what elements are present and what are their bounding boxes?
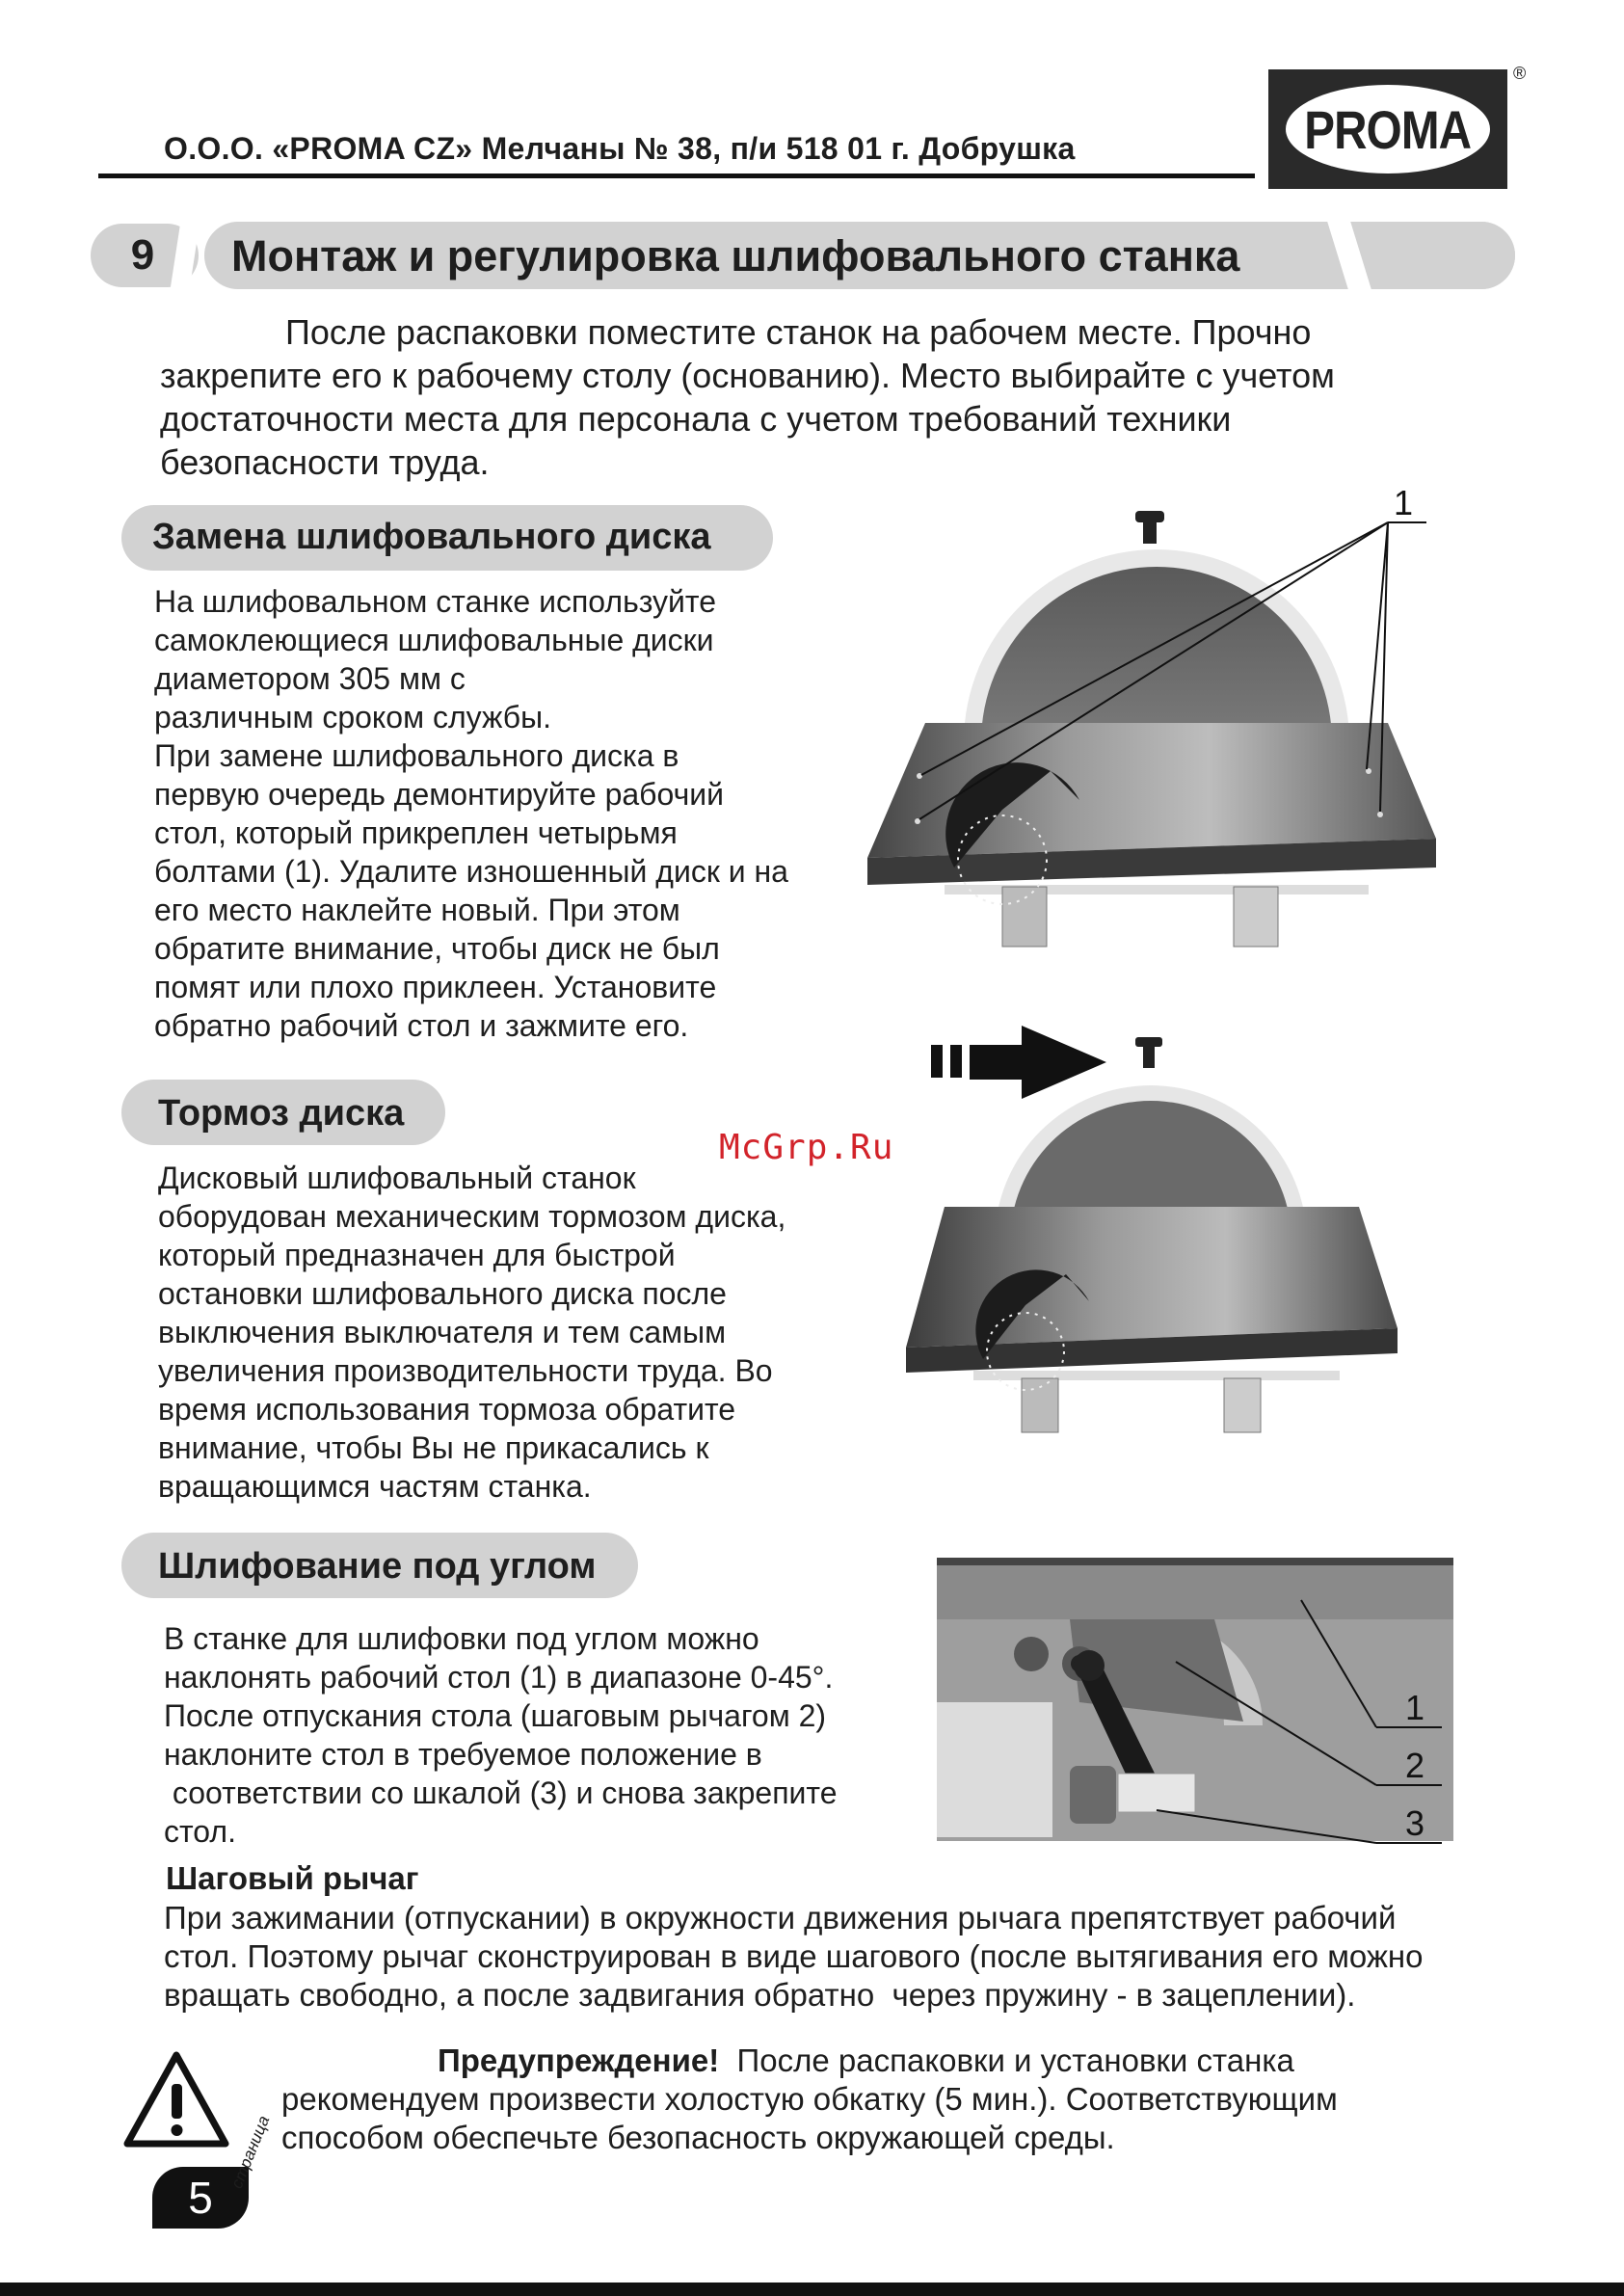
warning-text xyxy=(281,2042,1338,2157)
logo-text: PROMA xyxy=(1304,98,1472,160)
text-line: При замене шлифовального диска в xyxy=(154,738,679,773)
text-line: оборудован механическим тормозом диска, xyxy=(158,1199,786,1234)
text-line: первую очередь демонтируйте рабочий xyxy=(154,777,724,812)
text-line: наклоните стол в требуемое положение в xyxy=(164,1737,762,1772)
section-title: Монтаж и регулировка шлифовального станка xyxy=(231,231,1240,280)
watermark: McGrp.Ru xyxy=(719,1128,894,1167)
callout-table: 1 xyxy=(1405,1688,1425,1727)
disc-brake-text xyxy=(158,1159,785,1506)
section-number: 9 xyxy=(130,231,155,279)
text-line: соответствии со шкалой (3) и снова закрепите xyxy=(164,1775,838,1810)
subsection-title-disc-brake: Тормоз диска xyxy=(158,1093,405,1134)
lever-text xyxy=(164,1899,1424,2015)
text-line: увеличения производительности труда. Во xyxy=(158,1353,773,1388)
page-number: 5 xyxy=(152,2167,249,2229)
warning-first-line xyxy=(281,2042,1338,2080)
subsection-title-angle-sanding: Шлифование под углом xyxy=(158,1546,597,1587)
figure-tilt-table-detail xyxy=(935,1558,1455,1847)
text-line: рекомендуем произвести холостую обкатку (5 мин.). Соответствующим xyxy=(281,2081,1338,2117)
registered-mark: ® xyxy=(1513,64,1527,83)
intro-line: достаточности места для персонала с учетом требований техники xyxy=(160,399,1232,439)
text-line: стол. Поэтому рычаг сконструирован в виде шагового (после вытягивания его можно xyxy=(164,1938,1424,1974)
text-line: наклонять рабочий стол (1) в диапазоне 0-45°. xyxy=(164,1660,834,1695)
text-line: обратно рабочий стол и зажмите его. xyxy=(154,1008,689,1043)
text-line: При зажимании (отпускании) в окружности движения рычага препятствует рабочий xyxy=(164,1900,1397,1936)
text-line: остановки шлифовального диска после xyxy=(158,1276,727,1311)
angle-sanding-text xyxy=(164,1619,838,1851)
text-line: обратите внимание, чтобы диск не был xyxy=(154,931,720,966)
text-line: В станке для шлифовки под углом можно xyxy=(164,1621,759,1656)
text-line: болтами (1). Удалите изношенный диск и на xyxy=(154,854,788,889)
text-line: стол. xyxy=(164,1814,236,1849)
text-line: На шлифовальном станке используйте xyxy=(154,584,717,619)
text-line: внимание, чтобы Вы не прикасались к xyxy=(158,1430,709,1465)
text-line: стол, который прикреплен четырьмя xyxy=(154,815,678,850)
warning-label: Предупреждение! xyxy=(438,2042,720,2078)
figure-disc-sander-bolts xyxy=(858,482,1455,974)
lever-title: Шаговый рычаг xyxy=(166,1860,419,1896)
text-line: помят или плохо приклеен. Установите xyxy=(154,970,717,1004)
text-line: способом обеспечьте безопасность окружающей среды. xyxy=(281,2120,1115,2155)
text-line: время использования тормоза обратите xyxy=(158,1392,736,1427)
text-line: вращать свободно, а после задвигания обратно через пружину - в зацеплении). xyxy=(164,1977,1356,2013)
text-line: выключения выключателя и тем самым xyxy=(158,1315,727,1349)
text-line: Дисковый шлифовальный станок xyxy=(158,1161,636,1195)
text-line: его место наклейте новый. При этом xyxy=(154,893,680,927)
disc-replacement-text xyxy=(154,582,788,1045)
figure-disc-sander-brake xyxy=(906,1022,1407,1446)
intro-line: закрепите его к рабочему столу (основанию). Место выбирайте с учетом xyxy=(160,356,1335,395)
intro-line: безопасности труда. xyxy=(160,442,490,482)
bottom-rule xyxy=(0,2283,1624,2296)
subsection-title-disc-replacement: Замена шлифовального диска xyxy=(152,517,711,557)
text-line: самоклеющиеся шлифовальные диски xyxy=(154,623,714,657)
text-line: который предназначен для быстрой xyxy=(158,1238,676,1272)
header-address: О.О.О. «PROMA CZ» Мелчаны № 38, п/и 518 01 г. Добрушка xyxy=(164,131,1076,166)
callout-scale: 3 xyxy=(1405,1803,1425,1843)
text-line: вращающимся частям станка. xyxy=(158,1469,592,1504)
callout-1: 1 xyxy=(1394,483,1414,522)
text-line: диаметором 305 мм с xyxy=(154,661,466,696)
warning-first-line-text: После распаковки и установки станка xyxy=(719,2042,1294,2078)
intro-line: После распаковки поместите станок на рабочем месте. Прочно xyxy=(285,312,1312,352)
text-line: После отпускания стола (шаговым рычагом 2) xyxy=(164,1698,827,1733)
warning-icon xyxy=(121,2049,231,2149)
page-word: страница xyxy=(227,2113,274,2192)
text-line: различным сроком службы. xyxy=(154,700,551,734)
callout-lever: 2 xyxy=(1405,1746,1425,1785)
intro-paragraph xyxy=(160,310,1500,484)
